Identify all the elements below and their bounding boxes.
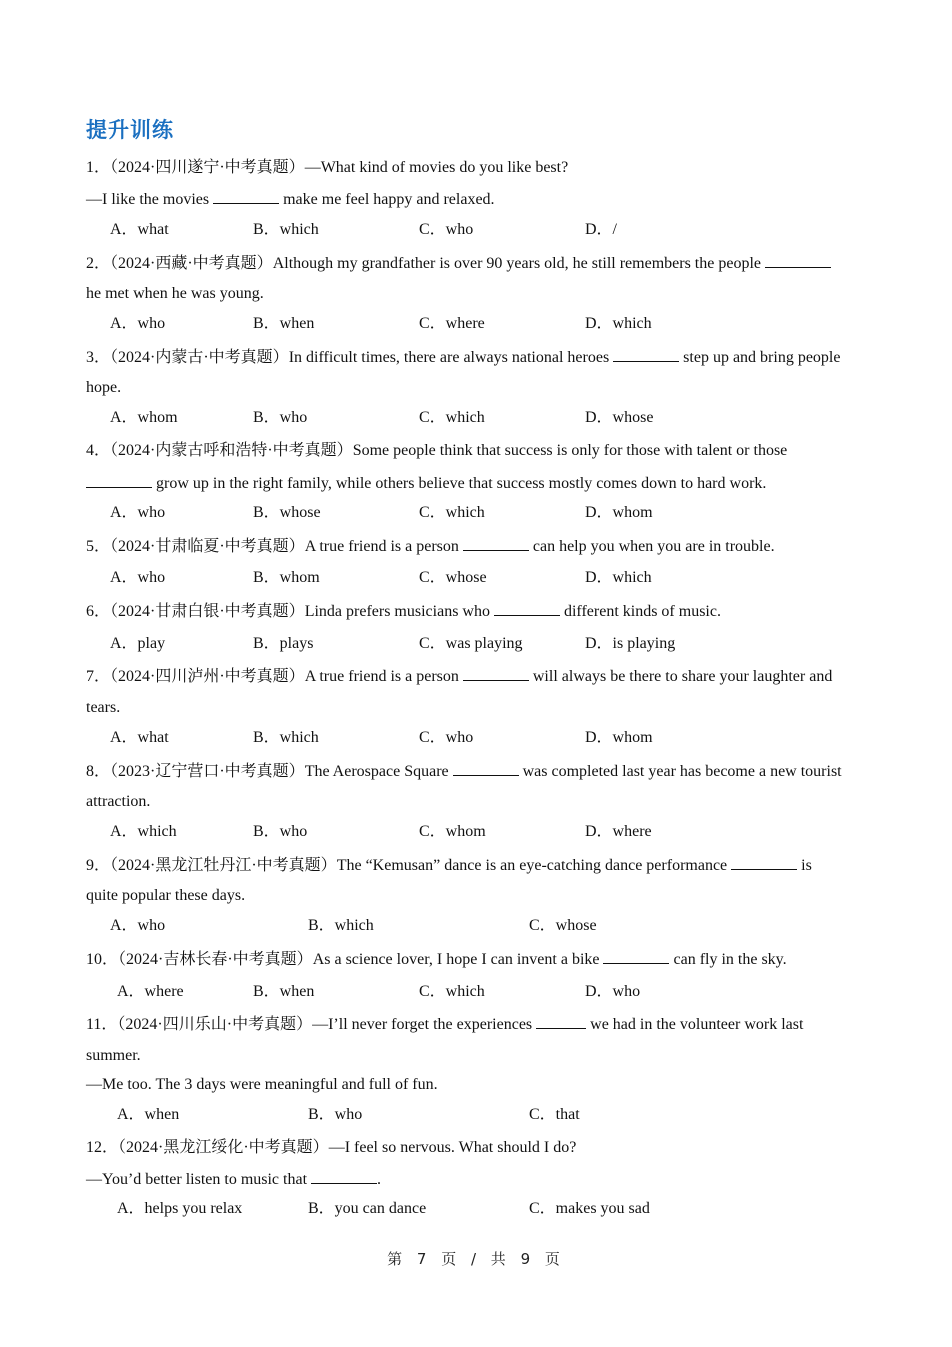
option-c: C．which [419,409,485,426]
option-b: B．who [253,823,308,840]
option-c: C．makes you sad [529,1200,650,1217]
option-a: A．helps you relax [117,1200,243,1217]
option-b: B．which [253,221,319,238]
answer-blank [463,536,529,551]
option-d: D．which [585,569,652,586]
question-1: 1．（2024·四川遂宁·中考真题）—What kind of movies do you like best? [86,159,569,176]
answer-blank [603,949,669,964]
option-d: D．whom [585,729,653,746]
option-b: B．you can dance [308,1200,427,1217]
option-d: D．/ [585,221,618,238]
question-12-line2: —You’d better listen to music that . [86,1171,382,1188]
answer-blank [494,601,560,616]
option-d: D．who [585,983,641,1000]
option-a: A．whom [110,409,178,426]
option-b: B．which [308,917,374,934]
option-d: D．whom [585,504,653,521]
question-4: 4．（2024·内蒙古呼和浩特·中考真题）Some people think that success is only for those with talent or those [86,442,788,459]
option-a: A．what [110,729,169,746]
option-d: D．which [585,315,652,332]
question-3: 3．（2024·内蒙古·中考真题）In difficult times, there are always national heroes step up and bring people [86,349,841,366]
option-c: C．whom [419,823,486,840]
option-c: C．was playing [419,635,523,652]
option-a: A．play [110,635,166,652]
answer-blank [731,855,797,870]
option-c: C．that [529,1106,580,1123]
question-11-line2: summer. [86,1047,141,1064]
option-a: A．which [110,823,177,840]
option-b: B．which [253,729,319,746]
question-8-line2: attraction. [86,793,151,810]
option-c: C．which [419,504,485,521]
question-5: 5．（2024·甘肃临夏·中考真题）A true friend is a person can help you when you are in trouble. [86,538,775,555]
option-b: B．when [253,315,315,332]
answer-blank [311,1169,377,1184]
option-a: A．when [117,1106,180,1123]
question-2: 2．（2024·西藏·中考真题）Although my grandfather is over 90 years old, he still remembers the people [86,253,831,274]
question-6: 6．（2024·甘肃白银·中考真题）Linda prefers musicians who different kinds of music. [86,603,721,620]
answer-blank [536,1014,586,1029]
question-1-line2: —I like the movies make me feel happy and relaxed. [86,191,495,208]
option-d: D．whose [585,409,654,426]
option-b: B．whose [253,504,321,521]
option-b: B．who [253,409,308,426]
option-a: A．where [117,983,184,1000]
option-a: A．who [110,917,166,934]
question-8: 8．（2023·辽宁营口·中考真题）The Aerospace Square was completed last year has become a new tourist [86,763,842,780]
question-11: 11．（2024·四川乐山·中考真题）—I’ll never forget the experiences we had in the volunteer work last [86,1016,804,1033]
option-a: A．who [110,569,166,586]
question-7: 7．（2024·四川泸州·中考真题）A true friend is a person will always be there to share your laughter and [86,668,833,685]
option-d: D．is playing [585,635,676,652]
option-c: C．who [419,221,474,238]
option-c: C．where [419,315,485,332]
question-4-line2: grow up in the right family, while others believe that success mostly comes down to hard work. [86,473,766,494]
question-10: 10．（2024·吉林长春·中考真题）As a science lover, I hope I can invent a bike can fly in the sky. [86,951,787,968]
question-2-line2: he met when he was young. [86,285,264,302]
option-d: D．where [585,823,652,840]
question-12: 12．（2024·黑龙江绥化·中考真题）—I feel so nervous. What should I do? [86,1139,577,1156]
option-a: A．who [110,504,166,521]
page-number-footer: 第 7 页 / 共 9 页 [387,1250,565,1268]
option-c: C．whose [529,917,597,934]
question-7-line2: tears. [86,699,121,716]
answer-blank [453,761,519,776]
question-9-line2: quite popular these days. [86,887,246,904]
option-b: B．when [253,983,315,1000]
section-title: 提升训练 [86,118,174,142]
option-b: B．plays [253,635,314,652]
option-b: B．whom [253,569,320,586]
question-9: 9．（2024·黑龙江牡丹江·中考真题）The “Kemusan” dance is an eye-catching dance performance is [86,857,812,874]
question-11-line3: —Me too. The 3 days were meaningful and full of fun. [86,1076,438,1093]
option-c: C．which [419,983,485,1000]
answer-blank [613,347,679,362]
option-a: A．what [110,221,169,238]
option-c: C．who [419,729,474,746]
answer-blank [213,189,279,204]
answer-blank [463,666,529,681]
answer-blank [86,473,152,488]
option-b: B．who [308,1106,363,1123]
answer-blank [765,253,831,268]
option-a: A．who [110,315,166,332]
option-c: C．whose [419,569,487,586]
question-3-line2: hope. [86,379,122,396]
